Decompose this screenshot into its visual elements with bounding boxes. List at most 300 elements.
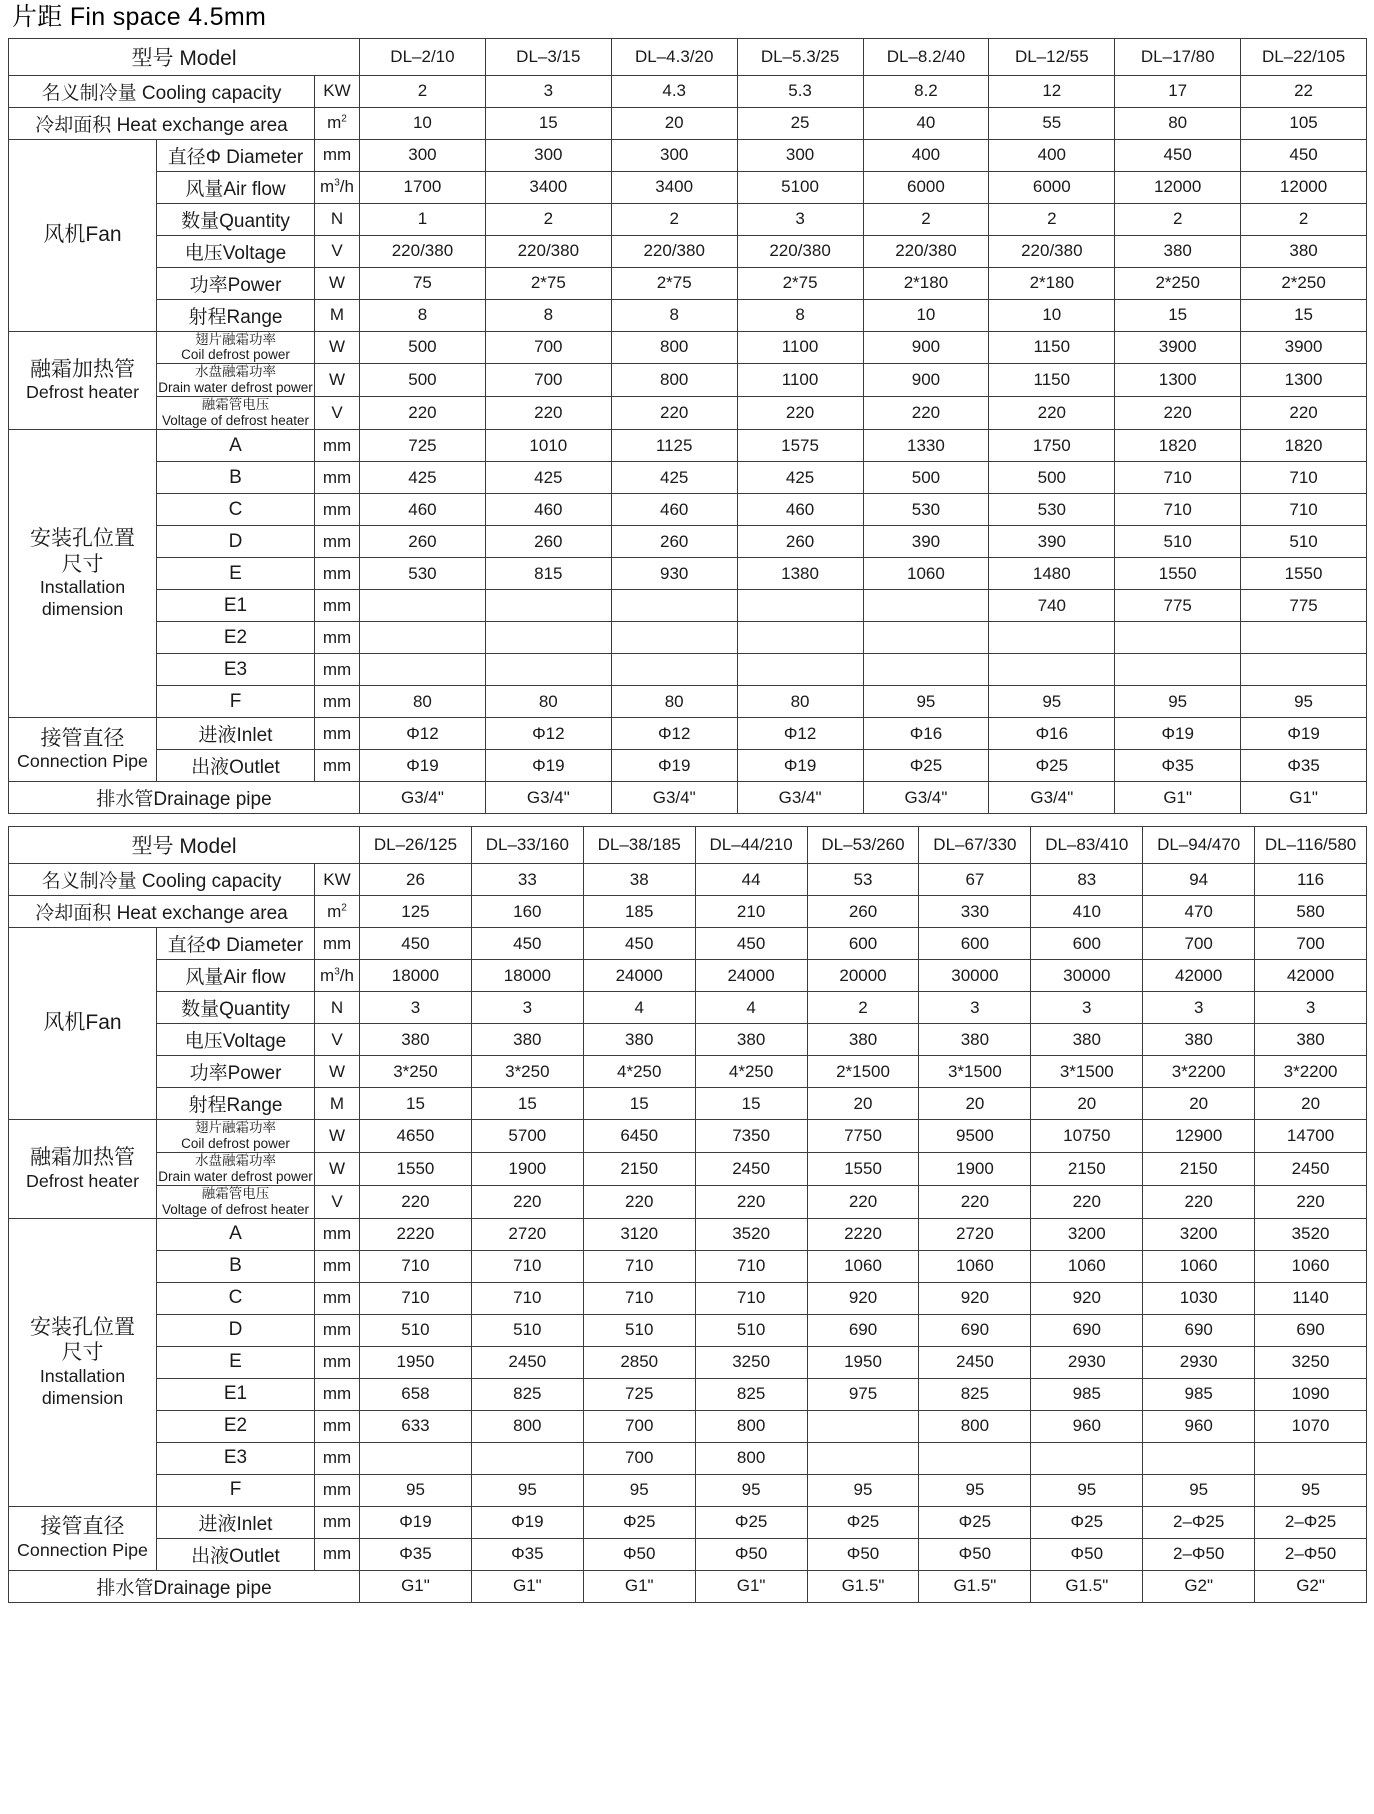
data-cell: Φ16	[989, 718, 1115, 750]
unit-mm: mm	[315, 590, 360, 622]
data-cell: Φ12	[611, 718, 737, 750]
data-cell: 1550	[1241, 558, 1367, 590]
data-cell: 800	[611, 331, 737, 364]
data-cell: 2	[485, 203, 611, 235]
data-cell: Φ25	[807, 1506, 919, 1538]
data-cell: 22	[1241, 75, 1367, 107]
data-cell: 185	[583, 896, 695, 928]
data-cell: 116	[1255, 864, 1367, 896]
row-label-heat-exchange-area: 冷却面积 Heat exchange area	[9, 107, 315, 139]
data-cell: 95	[695, 1474, 807, 1506]
data-cell: 900	[863, 364, 989, 397]
data-cell	[737, 622, 863, 654]
data-cell: 380	[1143, 1024, 1255, 1056]
unit-mm: mm	[315, 1378, 360, 1410]
model-header-cell: DL–44/210	[695, 827, 807, 864]
data-cell: 2720	[471, 1218, 583, 1250]
data-cell: 12000	[1241, 171, 1367, 203]
data-cell: 220	[485, 397, 611, 430]
data-cell	[807, 1410, 919, 1442]
data-cell: Φ12	[485, 718, 611, 750]
data-cell: 14700	[1255, 1120, 1367, 1153]
data-cell: 2	[360, 75, 486, 107]
unit-v: V	[315, 1024, 360, 1056]
row-label-dim-e3: E3	[157, 1442, 315, 1474]
data-cell: 18000	[360, 960, 472, 992]
data-cell: Φ35	[1115, 750, 1241, 782]
data-cell: 15	[471, 1088, 583, 1120]
data-cell: 380	[919, 1024, 1031, 1056]
data-cell: 510	[1115, 526, 1241, 558]
unit-mm: mm	[315, 1250, 360, 1282]
data-cell: 3900	[1241, 331, 1367, 364]
data-cell: 3*250	[471, 1056, 583, 1088]
table-row-dim-e1	[9, 590, 1367, 622]
spec-table-large-models	[8, 826, 1367, 1603]
data-cell: 300	[611, 139, 737, 171]
data-cell: 20	[1143, 1088, 1255, 1120]
data-cell: 300	[360, 139, 486, 171]
data-cell: 12900	[1143, 1120, 1255, 1153]
data-cell: Φ50	[919, 1538, 1031, 1570]
data-cell: 33	[471, 864, 583, 896]
data-cell: 260	[611, 526, 737, 558]
model-header-cell: DL–116/580	[1255, 827, 1367, 864]
data-cell: 500	[360, 331, 486, 364]
data-cell: 300	[485, 139, 611, 171]
data-cell: 1060	[863, 558, 989, 590]
data-cell: 15	[485, 107, 611, 139]
data-cell: 260	[485, 526, 611, 558]
data-cell: 2	[807, 992, 919, 1024]
data-cell: G3/4"	[485, 782, 611, 814]
data-cell: 380	[695, 1024, 807, 1056]
data-cell: Φ19	[737, 750, 863, 782]
table-row-fan-air-flow	[9, 960, 1367, 992]
unit-mm: mm	[315, 654, 360, 686]
data-cell: 920	[919, 1282, 1031, 1314]
data-cell: 2–Φ50	[1255, 1538, 1367, 1570]
page-title: 片距 Fin space 4.5mm	[12, 3, 267, 31]
data-cell: 40	[863, 107, 989, 139]
unit-mm: mm	[315, 1282, 360, 1314]
data-cell	[989, 622, 1115, 654]
unit-mm: mm	[315, 928, 360, 960]
data-cell: 1150	[989, 331, 1115, 364]
data-cell: G2"	[1255, 1570, 1367, 1602]
unit-w: W	[315, 1056, 360, 1088]
data-cell: 380	[1115, 235, 1241, 267]
data-cell: 3250	[1255, 1346, 1367, 1378]
row-label-inlet: 进液Inlet	[157, 718, 315, 750]
data-cell: 10750	[1031, 1120, 1143, 1153]
data-cell: 960	[1031, 1410, 1143, 1442]
row-label-quantity: 数量Quantity	[157, 992, 315, 1024]
data-cell: 5700	[471, 1120, 583, 1153]
data-cell: 1550	[1115, 558, 1241, 590]
unit-kw: KW	[315, 75, 360, 107]
data-cell: 1550	[807, 1152, 919, 1185]
data-cell: 220	[1115, 397, 1241, 430]
data-cell: Φ19	[360, 1506, 472, 1538]
data-cell: 690	[919, 1314, 1031, 1346]
data-cell: 42000	[1255, 960, 1367, 992]
row-label-cooling-capacity: 名义制冷量 Cooling capacity	[9, 75, 315, 107]
data-cell: 400	[863, 139, 989, 171]
data-cell: Φ19	[1115, 718, 1241, 750]
data-cell: 15	[360, 1088, 472, 1120]
unit-kw: KW	[315, 864, 360, 896]
group-label-connection-pipe: 接管直径 Connection Pipe	[9, 718, 157, 782]
data-cell: 1060	[1143, 1250, 1255, 1282]
data-cell: 3	[485, 75, 611, 107]
unit-m3h: $m^3/h$	[315, 960, 360, 992]
row-label-model: 型号 Model	[9, 38, 360, 75]
data-cell: 2720	[919, 1218, 1031, 1250]
data-cell: 220	[989, 397, 1115, 430]
data-cell: Φ19	[485, 750, 611, 782]
table-row-fan-diameter	[9, 139, 1367, 171]
data-cell: 725	[583, 1378, 695, 1410]
data-cell: 220	[583, 1185, 695, 1218]
data-cell: 710	[583, 1282, 695, 1314]
data-cell: 800	[695, 1442, 807, 1474]
row-label-dim-a: A	[157, 1218, 315, 1250]
unit-w: W	[315, 331, 360, 364]
table-row-dim-d	[9, 1314, 1367, 1346]
table-row-dim-f	[9, 1474, 1367, 1506]
data-cell: 95	[1031, 1474, 1143, 1506]
unit-mm: mm	[315, 1346, 360, 1378]
data-cell: 80	[360, 686, 486, 718]
data-cell: Φ50	[807, 1538, 919, 1570]
data-cell	[807, 1442, 919, 1474]
row-label-heat-exchange-area: 冷却面积 Heat exchange area	[9, 896, 315, 928]
data-cell: 510	[695, 1314, 807, 1346]
row-label-dim-f: F	[157, 686, 315, 718]
row-label-diameter: 直径Φ Diameter	[157, 928, 315, 960]
data-cell: 8	[737, 299, 863, 331]
data-cell: 220	[863, 397, 989, 430]
data-cell: 2	[611, 203, 737, 235]
data-cell	[485, 654, 611, 686]
table-row-fan-quantity	[9, 203, 1367, 235]
data-cell: 460	[485, 494, 611, 526]
data-cell: 4*250	[695, 1056, 807, 1088]
data-cell	[485, 590, 611, 622]
data-cell: 7350	[695, 1120, 807, 1153]
data-cell: 530	[360, 558, 486, 590]
data-cell: 500	[989, 462, 1115, 494]
data-cell: Φ50	[1031, 1538, 1143, 1570]
table-row-heat-exchange-area	[9, 107, 1367, 139]
data-cell	[360, 1442, 472, 1474]
row-label-dim-a: A	[157, 430, 315, 462]
data-cell: 510	[1241, 526, 1367, 558]
row-label-quantity: 数量Quantity	[157, 203, 315, 235]
data-cell: 450	[1115, 139, 1241, 171]
data-cell: 710	[695, 1250, 807, 1282]
table-row-drain-defrost-power	[9, 1152, 1367, 1185]
row-label-air-flow: 风量Air flow	[157, 171, 315, 203]
data-cell	[611, 622, 737, 654]
data-cell: 470	[1143, 896, 1255, 928]
data-cell: 7750	[807, 1120, 919, 1153]
data-cell: 2*180	[989, 267, 1115, 299]
data-cell: 95	[360, 1474, 472, 1506]
data-cell: 220	[360, 397, 486, 430]
data-cell: 1030	[1143, 1282, 1255, 1314]
data-cell: 380	[807, 1024, 919, 1056]
data-cell: 825	[919, 1378, 1031, 1410]
data-cell: 2150	[1031, 1152, 1143, 1185]
data-cell: G1.5"	[1031, 1570, 1143, 1602]
table-row-dim-e3	[9, 1442, 1367, 1474]
table-row-model	[9, 38, 1367, 75]
table-row-dim-b	[9, 462, 1367, 494]
data-cell: Φ25	[583, 1506, 695, 1538]
data-cell: Φ12	[360, 718, 486, 750]
row-label-dim-b: B	[157, 462, 315, 494]
data-cell: 710	[471, 1282, 583, 1314]
data-cell: 1950	[807, 1346, 919, 1378]
data-cell: 3*2200	[1255, 1056, 1367, 1088]
data-cell: 220	[1255, 1185, 1367, 1218]
data-cell: 580	[1255, 896, 1367, 928]
row-label-defrost-voltage: 融霜管电压 Voltage of defrost heater	[157, 397, 315, 430]
data-cell: 20000	[807, 960, 919, 992]
data-cell	[471, 1442, 583, 1474]
model-header-cell: DL–8.2/40	[863, 38, 989, 75]
model-header-cell: DL–38/185	[583, 827, 695, 864]
data-cell: 2450	[471, 1346, 583, 1378]
data-cell: 20	[1255, 1088, 1367, 1120]
data-cell: G1"	[1115, 782, 1241, 814]
data-cell: 1750	[989, 430, 1115, 462]
data-cell: 300	[737, 139, 863, 171]
table-row-defrost-voltage	[9, 1185, 1367, 1218]
table-row-fan-range	[9, 299, 1367, 331]
data-cell: 1140	[1255, 1282, 1367, 1314]
data-cell: 8	[360, 299, 486, 331]
unit-v: V	[315, 235, 360, 267]
data-cell: 700	[583, 1442, 695, 1474]
row-label-voltage: 电压Voltage	[157, 235, 315, 267]
data-cell: G2"	[1143, 1570, 1255, 1602]
model-header-cell: DL–33/160	[471, 827, 583, 864]
data-cell: 1550	[360, 1152, 472, 1185]
data-cell: 510	[583, 1314, 695, 1346]
data-cell: 3*250	[360, 1056, 472, 1088]
data-cell: 220	[807, 1185, 919, 1218]
row-label-dim-e: E	[157, 1346, 315, 1378]
data-cell: 105	[1241, 107, 1367, 139]
data-cell: 125	[360, 896, 472, 928]
model-header-cell: DL–4.3/20	[611, 38, 737, 75]
data-cell	[1115, 622, 1241, 654]
table1-body	[9, 38, 1367, 814]
table-row-defrost-voltage	[9, 397, 1367, 430]
row-label-cooling-capacity: 名义制冷量 Cooling capacity	[9, 864, 315, 896]
data-cell: 10	[360, 107, 486, 139]
model-header-cell: DL–53/260	[807, 827, 919, 864]
data-cell: 15	[1241, 299, 1367, 331]
table-row-dim-b	[9, 1250, 1367, 1282]
data-cell: 380	[583, 1024, 695, 1056]
data-cell: 220/380	[485, 235, 611, 267]
data-cell: 20	[919, 1088, 1031, 1120]
data-cell: 80	[611, 686, 737, 718]
data-cell: 1100	[737, 331, 863, 364]
row-label-drainage-pipe: 排水管Drainage pipe	[9, 1570, 360, 1602]
data-cell: 985	[1031, 1378, 1143, 1410]
data-cell: 1575	[737, 430, 863, 462]
table-row-dim-a	[9, 430, 1367, 462]
table-row-fan-voltage	[9, 1024, 1367, 1056]
data-cell: 15	[1115, 299, 1241, 331]
data-cell: 380	[1241, 235, 1367, 267]
data-cell: 700	[1255, 928, 1367, 960]
row-label-coil-defrost-power: 翅片融霜功率 Coil defrost power	[157, 331, 315, 364]
data-cell: 2	[989, 203, 1115, 235]
data-cell: 930	[611, 558, 737, 590]
data-cell: 2–Φ25	[1255, 1506, 1367, 1538]
data-cell: 815	[485, 558, 611, 590]
table-row-dim-c	[9, 1282, 1367, 1314]
spec-table-small-models	[8, 38, 1367, 815]
data-cell: 12000	[1115, 171, 1241, 203]
data-cell: 690	[1031, 1314, 1143, 1346]
row-label-dim-e: E	[157, 558, 315, 590]
group-label-connection-pipe: 接管直径 Connection Pipe	[9, 1506, 157, 1570]
table-row-cooling-capacity	[9, 75, 1367, 107]
data-cell	[737, 654, 863, 686]
data-cell: 380	[1255, 1024, 1367, 1056]
data-cell: 4*250	[583, 1056, 695, 1088]
data-cell: 825	[471, 1378, 583, 1410]
data-cell: 15	[695, 1088, 807, 1120]
data-cell: 160	[471, 896, 583, 928]
data-cell: 95	[583, 1474, 695, 1506]
data-cell: 460	[611, 494, 737, 526]
data-cell: 710	[471, 1250, 583, 1282]
data-cell: 2–Φ50	[1143, 1538, 1255, 1570]
data-cell: 220	[1241, 397, 1367, 430]
group-label-defrost-heater: 融霜加热管 Defrost heater	[9, 1120, 157, 1219]
data-cell: 24000	[695, 960, 807, 992]
unit-w: W	[315, 267, 360, 299]
data-cell: 3400	[485, 171, 611, 203]
data-cell: G3/4"	[611, 782, 737, 814]
data-cell: 8	[485, 299, 611, 331]
row-label-power: 功率Power	[157, 267, 315, 299]
data-cell: 510	[471, 1314, 583, 1346]
data-cell: 260	[807, 896, 919, 928]
data-cell: 75	[360, 267, 486, 299]
data-cell: 380	[471, 1024, 583, 1056]
data-cell	[863, 622, 989, 654]
data-cell: 1480	[989, 558, 1115, 590]
data-cell: 658	[360, 1378, 472, 1410]
data-cell: 3	[919, 992, 1031, 1024]
data-cell: Φ12	[737, 718, 863, 750]
table-row-dim-e2	[9, 1410, 1367, 1442]
data-cell: 18000	[471, 960, 583, 992]
data-cell: 600	[807, 928, 919, 960]
data-cell	[1143, 1442, 1255, 1474]
data-cell: 3	[1255, 992, 1367, 1024]
data-cell: 2*1500	[807, 1056, 919, 1088]
model-header-cell: DL–94/470	[1143, 827, 1255, 864]
data-cell: 690	[1143, 1314, 1255, 1346]
unit-mm: mm	[315, 1538, 360, 1570]
row-label-coil-defrost-power: 翅片融霜功率 Coil defrost power	[157, 1120, 315, 1153]
data-cell: 1060	[919, 1250, 1031, 1282]
data-cell: 410	[1031, 896, 1143, 928]
data-cell: 38	[583, 864, 695, 896]
group-label-fan: 风机Fan	[9, 928, 157, 1120]
unit-w: W	[315, 364, 360, 397]
data-cell: 220	[1031, 1185, 1143, 1218]
data-cell: Φ35	[1241, 750, 1367, 782]
table-row-fan-power	[9, 267, 1367, 299]
data-cell: 2*75	[737, 267, 863, 299]
data-cell: 2	[1241, 203, 1367, 235]
data-cell: 390	[989, 526, 1115, 558]
data-cell: 510	[360, 1314, 472, 1346]
data-cell: G1"	[1241, 782, 1367, 814]
data-cell: 30000	[919, 960, 1031, 992]
data-cell: 985	[1143, 1378, 1255, 1410]
data-cell: 1900	[919, 1152, 1031, 1185]
table-row-fan-air-flow	[9, 171, 1367, 203]
unit-mm: mm	[315, 526, 360, 558]
table-row-dim-e	[9, 558, 1367, 590]
data-cell: 260	[360, 526, 486, 558]
data-cell: 500	[360, 364, 486, 397]
data-cell: 960	[1143, 1410, 1255, 1442]
unit-m2: $m^2$	[315, 107, 360, 139]
data-cell: 3900	[1115, 331, 1241, 364]
data-cell: G1.5"	[919, 1570, 1031, 1602]
data-cell: 3400	[611, 171, 737, 203]
unit-v: V	[315, 397, 360, 430]
data-cell: 710	[695, 1282, 807, 1314]
data-cell: 1820	[1241, 430, 1367, 462]
data-cell: G1.5"	[807, 1570, 919, 1602]
row-label-power: 功率Power	[157, 1056, 315, 1088]
row-label-dim-e1: E1	[157, 1378, 315, 1410]
data-cell: 95	[989, 686, 1115, 718]
row-label-dim-e2: E2	[157, 1410, 315, 1442]
data-cell: 710	[583, 1250, 695, 1282]
data-cell: 600	[919, 928, 1031, 960]
data-cell: 690	[807, 1314, 919, 1346]
data-cell	[1241, 622, 1367, 654]
data-cell: 3120	[583, 1218, 695, 1250]
data-cell	[863, 590, 989, 622]
unit-mm: mm	[315, 1410, 360, 1442]
unit-v: V	[315, 1185, 360, 1218]
data-cell: 5100	[737, 171, 863, 203]
row-label-range: 射程Range	[157, 1088, 315, 1120]
data-cell: 17	[1115, 75, 1241, 107]
data-cell: 220	[1143, 1185, 1255, 1218]
data-cell: Φ19	[360, 750, 486, 782]
data-cell: 1060	[1031, 1250, 1143, 1282]
data-cell: 2*75	[485, 267, 611, 299]
data-cell: 425	[485, 462, 611, 494]
